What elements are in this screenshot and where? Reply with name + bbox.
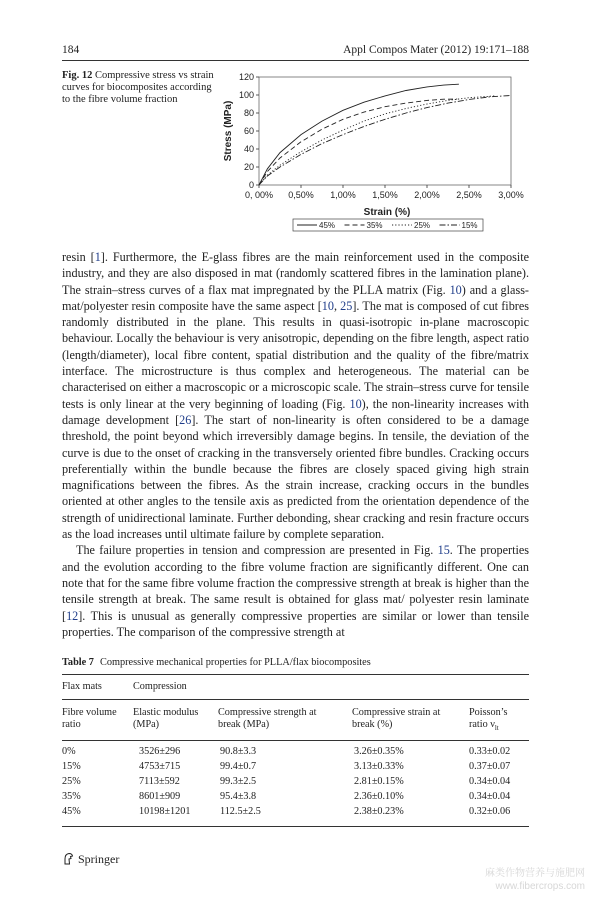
table-cell: 0.34±0.04 <box>469 791 511 803</box>
table-group-header-row <box>62 681 529 693</box>
journal-citation: Appl Compos Mater (2012) 19:171–188 <box>343 44 529 56</box>
paragraph-2: The failure properties in tension and compression are presented in Fig. 15. The properties and the evolution according to the fibre volume fraction are significantly different. One can note that for the same fibre volume fraction the compressive strength at break is higher than the tensile strength at break. The same result is obtained for glass mat/ polyester resin laminate [12]. This is unusual as generally compressive properties are similar or lower than tensile properties. The comparison of the compressive strength at <box>62 543 529 639</box>
publisher-name: Springer <box>78 852 120 866</box>
x-tick-label: 2,00% <box>414 190 440 200</box>
legend-label: 25% <box>414 221 431 230</box>
column-header: Poisson’s ratio $\nu_{lt}$ <box>469 707 508 733</box>
table-cell: 99.4±0.7 <box>220 761 257 773</box>
column-header: Compressive strain at break (%) <box>352 707 441 730</box>
table-row <box>62 806 529 821</box>
x-tick-label: 0,50% <box>288 190 314 200</box>
table-cell: 45% <box>62 806 81 818</box>
table-cell: 7113±592 <box>139 776 180 788</box>
table-cell: 0% <box>62 746 76 758</box>
citation-link[interactable]: 1 <box>94 250 101 264</box>
table-cell: 90.8±3.3 <box>220 746 257 758</box>
table-cell: 10198±1201 <box>139 806 191 818</box>
table-cell: 2.36±0.10% <box>354 791 404 803</box>
table-cell: 0.32±0.06 <box>469 806 511 818</box>
y-axis-label: Stress (MPa) <box>223 100 234 162</box>
table-cell: 95.4±3.8 <box>220 791 257 803</box>
table-cell: 2.81±0.15% <box>354 776 404 788</box>
table-rule-gap <box>62 700 529 708</box>
table-cell: 8601±909 <box>139 791 181 803</box>
publisher-footer <box>62 852 119 867</box>
legend-label: 45% <box>319 221 336 230</box>
series-line-35pct <box>259 99 457 185</box>
y-tick-label: 40 <box>243 144 254 154</box>
column-header: Elastic modulus (MPa) <box>133 707 199 730</box>
table-cell: 25% <box>62 776 81 788</box>
table-cell: 2.38±0.23% <box>354 806 404 818</box>
plot-area-frame <box>259 77 511 185</box>
figure-ref-link[interactable]: 10 <box>349 396 362 411</box>
y-tick-label: 20 <box>243 162 254 172</box>
figure-ref-link[interactable]: 15 <box>437 543 450 558</box>
legend-label: 15% <box>461 221 478 230</box>
watermark-line-1: 麻类作物营养与施肥网 <box>485 868 585 879</box>
table-row <box>62 791 529 806</box>
table-caption-text: Compressive mechanical properties for PLLA/flax biocomposites <box>99 657 371 668</box>
y-tick-label: 0 <box>248 180 254 190</box>
x-tick-label: 2,50% <box>456 190 482 200</box>
x-tick-label: 3,00% <box>498 190 524 200</box>
y-tick-label: 100 <box>238 90 254 100</box>
group-header-compression: Compression <box>133 681 187 692</box>
y-tick-label: 80 <box>243 108 254 118</box>
table-cell: 4753±715 <box>139 761 181 773</box>
y-tick-label: 60 <box>243 126 254 136</box>
figure-label: Fig. 12 <box>62 70 93 81</box>
figure-caption <box>62 70 222 107</box>
table-cell: 15% <box>62 761 81 773</box>
table-cell: 0.33±0.02 <box>469 746 511 758</box>
figure-ref-link[interactable]: 10 <box>449 282 462 297</box>
x-tick-label: 1,00% <box>330 190 356 200</box>
legend-label: 35% <box>366 221 383 230</box>
column-header: Fibre volume ratio <box>62 707 117 730</box>
header-rule <box>62 60 529 61</box>
table-row <box>62 776 529 791</box>
citation-link[interactable]: 25 <box>340 298 353 313</box>
x-tick-label: 1,50% <box>372 190 398 200</box>
y-tick-label: 120 <box>238 72 254 82</box>
table-cell: 3.26±0.35% <box>354 746 404 758</box>
table-cell: 112.5±2.5 <box>220 806 261 818</box>
table-cell: 35% <box>62 791 81 803</box>
springer-horse-icon <box>62 852 75 865</box>
citation-link[interactable]: 12 <box>66 608 79 623</box>
table-rule-bottom <box>62 821 529 827</box>
x-axis-label: Strain (%) <box>363 207 411 218</box>
stress-strain-chart <box>215 70 535 240</box>
table-cell: 0.37±0.07 <box>469 761 511 773</box>
figure-caption-text: Compressive stress vs strain curves for biocomposites according to the fibre volume fraction <box>62 70 214 106</box>
watermark-line-2: www.fibercrops.com <box>495 881 585 892</box>
column-header: Compressive strength at break (MPa) <box>218 707 317 730</box>
table-row <box>62 761 529 776</box>
site-watermark <box>485 867 585 893</box>
page-number: 184 <box>62 44 80 56</box>
page-header <box>62 44 529 60</box>
citation-link[interactable]: 10 <box>321 298 334 313</box>
table-label: Table 7 <box>62 657 94 668</box>
citation-link[interactable]: 26 <box>179 412 192 427</box>
table-row <box>62 746 529 761</box>
table-cell: 3526±296 <box>139 746 181 758</box>
x-tick-label: 0, 00% <box>244 190 274 200</box>
series-line-15pct <box>259 96 511 186</box>
table-header-row <box>62 707 529 734</box>
series-line-45pct <box>259 84 459 185</box>
compressive-properties-table <box>62 674 529 827</box>
group-header-flax-mats: Flax mats <box>62 681 102 692</box>
table-cell: 0.34±0.04 <box>469 776 511 788</box>
table-cell: 99.3±2.5 <box>220 776 257 788</box>
paragraph-1: resin [1]. Furthermore, the E-glass fibres are the main reinforcement used in the composite industry, and they are also disposed in mat (randomly scattered fibres in the lamination plane). The strain–stress curves of a flax mat impregnated by the PLLA matrix (Fig. 10) and a glass-mat/polyester resin composite have the same aspect [10, 25]. The mat is composed of cut fibres randomly distributed in the plane. This results in quasi-isotropic in-plane macroscopic behaviour. Locally the behaviour is very anisotropic, depending on the fibre length, aspect ratio (length/diameter), local fibre content, spatial distribution and the quality of the fibre/matrix interface. The microstructure is thus complex and heterogeneous. The material can be characterised on either a macroscopic or a microscopic scale. The strain–stress curve for tensile tests is only linear at the very beginning of loading (Fig. 10), the non-linearity increases with damage development [26]. The start of non-linearity is often considered to be a damage threshold, the point beyond which irreversibly damage begins. In tensile, the deviation of the curve is due to the onset of cracking in the transversely oriented fibre bundles. Cracking occurs preferentially within the bundle because the fibres are closely spaced giving high strain magnifications between the fibres. As the strain increase, cracking occurs in the bundles oriented at other angles to the tensile axis as predicted from the orientation dependence of the strength of unidirectional laminate. Further debonding, shear cracking and resin fracture occurs as the load increases until ultimate failure by complete separation. <box>62 250 530 542</box>
table-caption <box>62 657 371 668</box>
body-text <box>62 249 529 640</box>
table-cell: 3.13±0.33% <box>354 761 404 773</box>
